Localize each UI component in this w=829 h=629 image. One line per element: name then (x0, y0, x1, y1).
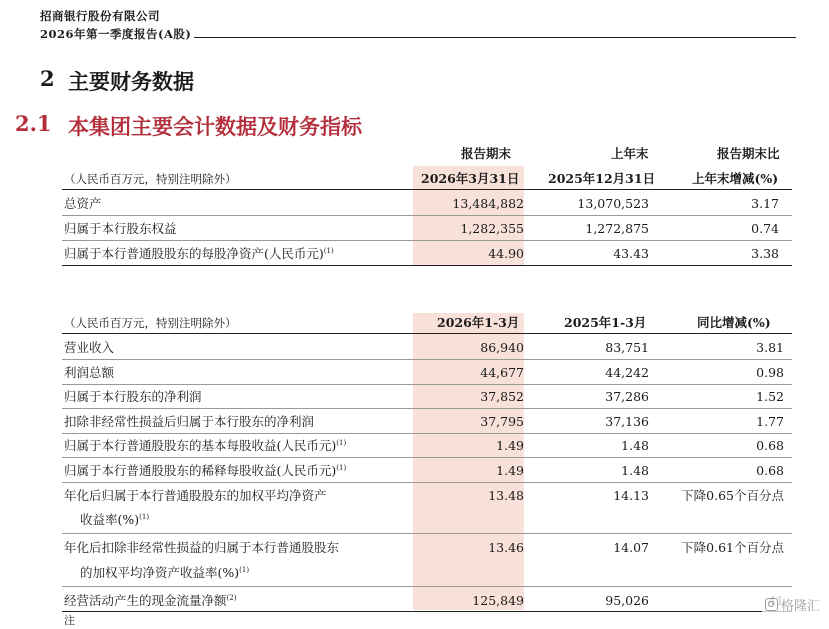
row-divider (62, 359, 792, 360)
table2-row-value-current: 44,677 (480, 365, 524, 380)
table1-header-rule (62, 189, 792, 190)
table2-row-value-prior: 44,242 (605, 365, 649, 380)
table2-row-label: 年化后扣除非经常性损益的归属于本行普通股股东 (64, 540, 340, 555)
table2-row-label: 归属于本行普通股股东的基本每股收益(人民币元)$^{(1)}$ (64, 438, 347, 453)
table1-bottom-rule (62, 265, 792, 266)
table1-col3-sub: 上年末增减(%) (692, 171, 779, 186)
row-divider (62, 215, 792, 216)
table2-col1-header: 2026年1-3月 (437, 315, 520, 330)
footnote-marker: (1) (239, 565, 250, 574)
table2-row-value-prior: 1.48 (621, 438, 649, 453)
table2-row-label: 扣除非经常性损益后归属于本行股东的净利润 (64, 414, 315, 429)
watermark-logo-icon (765, 598, 778, 611)
table1-row-label: 归属于本行股东权益 (64, 221, 177, 236)
table1-row-value-prior: 43.43 (613, 246, 649, 261)
row-divider (62, 482, 792, 483)
table1-col1-date: 2026年3月31日 (421, 171, 520, 186)
table2-unit-note: （人民币百万元，特别注明除外） (64, 316, 237, 330)
row-divider (62, 408, 792, 409)
table2-row-value-current: 1.49 (496, 463, 524, 478)
table2-row-value-prior: 1.48 (621, 463, 649, 478)
table2-row-change: 1.77 (756, 414, 784, 429)
table1-row-value-prior: 1,272,875 (585, 221, 649, 236)
table2-row-change: 0.68 (756, 438, 784, 453)
table2-row-value-prior: 14.07 (613, 540, 649, 555)
footnote-marker: (1) (336, 463, 347, 472)
table2-row-label-cont: 的加权平均净资产收益率(%)$^{(1)}$ (80, 565, 250, 580)
table1-col3-header: 报告期末比 (717, 146, 780, 161)
table2-row-label: 利润总额 (64, 365, 115, 380)
table2-row-value-current: 13.46 (488, 540, 524, 555)
table2-header-rule (62, 333, 792, 334)
footnote-marker: (1) (323, 246, 334, 255)
table2-row-value-prior: 37,136 (605, 414, 649, 429)
table2-row-label-cont: 收益率(%)$^{(1)}$ (80, 512, 150, 527)
table2-row-change: 下降0.61个百分点 (681, 540, 784, 555)
table2-row-label: 年化后归属于本行普通股股东的加权平均净资产 (64, 488, 327, 503)
table2-row-label: 归属于本行股东的净利润 (64, 389, 202, 404)
table2-row-change: 0.68 (756, 463, 784, 478)
table1-row-label: 归属于本行普通股股东的每股净资产(人民币元)$^{(1)}$ (64, 246, 334, 261)
header-rule (194, 37, 796, 38)
table1-col2-date: 2025年12月31日 (548, 171, 656, 186)
table2-bottom-rule (62, 611, 792, 612)
table2-col2-header: 2025年1-3月 (564, 315, 647, 330)
row-divider (62, 457, 792, 458)
row-divider (62, 586, 792, 587)
footnote-marker: (1) (336, 438, 347, 447)
table2-row-label: 归属于本行普通股股东的稀释每股收益(人民币元)$^{(1)}$ (64, 463, 347, 478)
section-2-1-number: 2.1 (15, 111, 52, 136)
table2-row-value-prior: 37,286 (605, 389, 649, 404)
table1-row-change: 3.38 (751, 246, 779, 261)
table1-col1-header: 报告期末 (461, 146, 512, 161)
table2-row-change: 3.81 (756, 340, 784, 355)
table2-row-value-current: 37,795 (480, 414, 524, 429)
table1-row-value-current: 13,484,882 (452, 196, 524, 211)
table2-row-change: 1.52 (756, 389, 784, 404)
table2-row-value-current: 13.48 (488, 488, 524, 503)
table1-row-change: 0.74 (751, 221, 779, 236)
table2-row-value-current: 37,852 (480, 389, 524, 404)
row-divider (62, 384, 792, 385)
row-divider (62, 533, 792, 534)
table2-row-change: 下降0.65个百分点 (681, 488, 784, 503)
table2-row-change: 0.98 (756, 365, 784, 380)
footnote-fragment: 注 (64, 614, 75, 627)
section-2-title: 主要财务数据 (68, 69, 194, 94)
table1-row-label: 总资产 (64, 196, 102, 211)
table2-row-value-prior: 95,026 (605, 593, 649, 608)
report-title: 2026年第一季度报告(A股) (40, 27, 192, 41)
table1-col2-header: 上年末 (611, 146, 649, 161)
section-2-1-title: 本集团主要会计数据及财务指标 (68, 114, 362, 139)
table2-row-value-current: 86,940 (480, 340, 524, 355)
table1-unit-note: （人民币百万元，特别注明除外） (64, 172, 237, 186)
section-2-number: 2 (40, 66, 55, 91)
row-divider (62, 433, 792, 434)
table2-highlight-column (413, 313, 524, 610)
table2-row-label: 经营活动产生的现金流量净额$^{(2)}$ (64, 593, 237, 608)
row-divider (62, 240, 792, 241)
table2-row-value-prior: 83,751 (605, 340, 649, 355)
table1-row-change: 3.17 (751, 196, 779, 211)
table1-row-value-current: 1,282,355 (460, 221, 524, 236)
footnote-marker: (2) (226, 593, 237, 602)
table2-col3-header: 同比增减(%) (697, 315, 771, 330)
table2-row-value-current: 1.49 (496, 438, 524, 453)
watermark-text: 格隆汇 (780, 599, 820, 614)
table2-row-value-current: 125,849 (472, 593, 524, 608)
table2-row-value-prior: 14.13 (613, 488, 649, 503)
table1-row-value-current: 44.90 (488, 246, 524, 261)
company-name: 招商银行股份有限公司 (40, 9, 160, 23)
watermark (762, 594, 823, 615)
table2-row-label: 营业收入 (64, 340, 115, 355)
table1-row-value-prior: 13,070,523 (577, 196, 649, 211)
footnote-marker: (1) (139, 512, 150, 521)
